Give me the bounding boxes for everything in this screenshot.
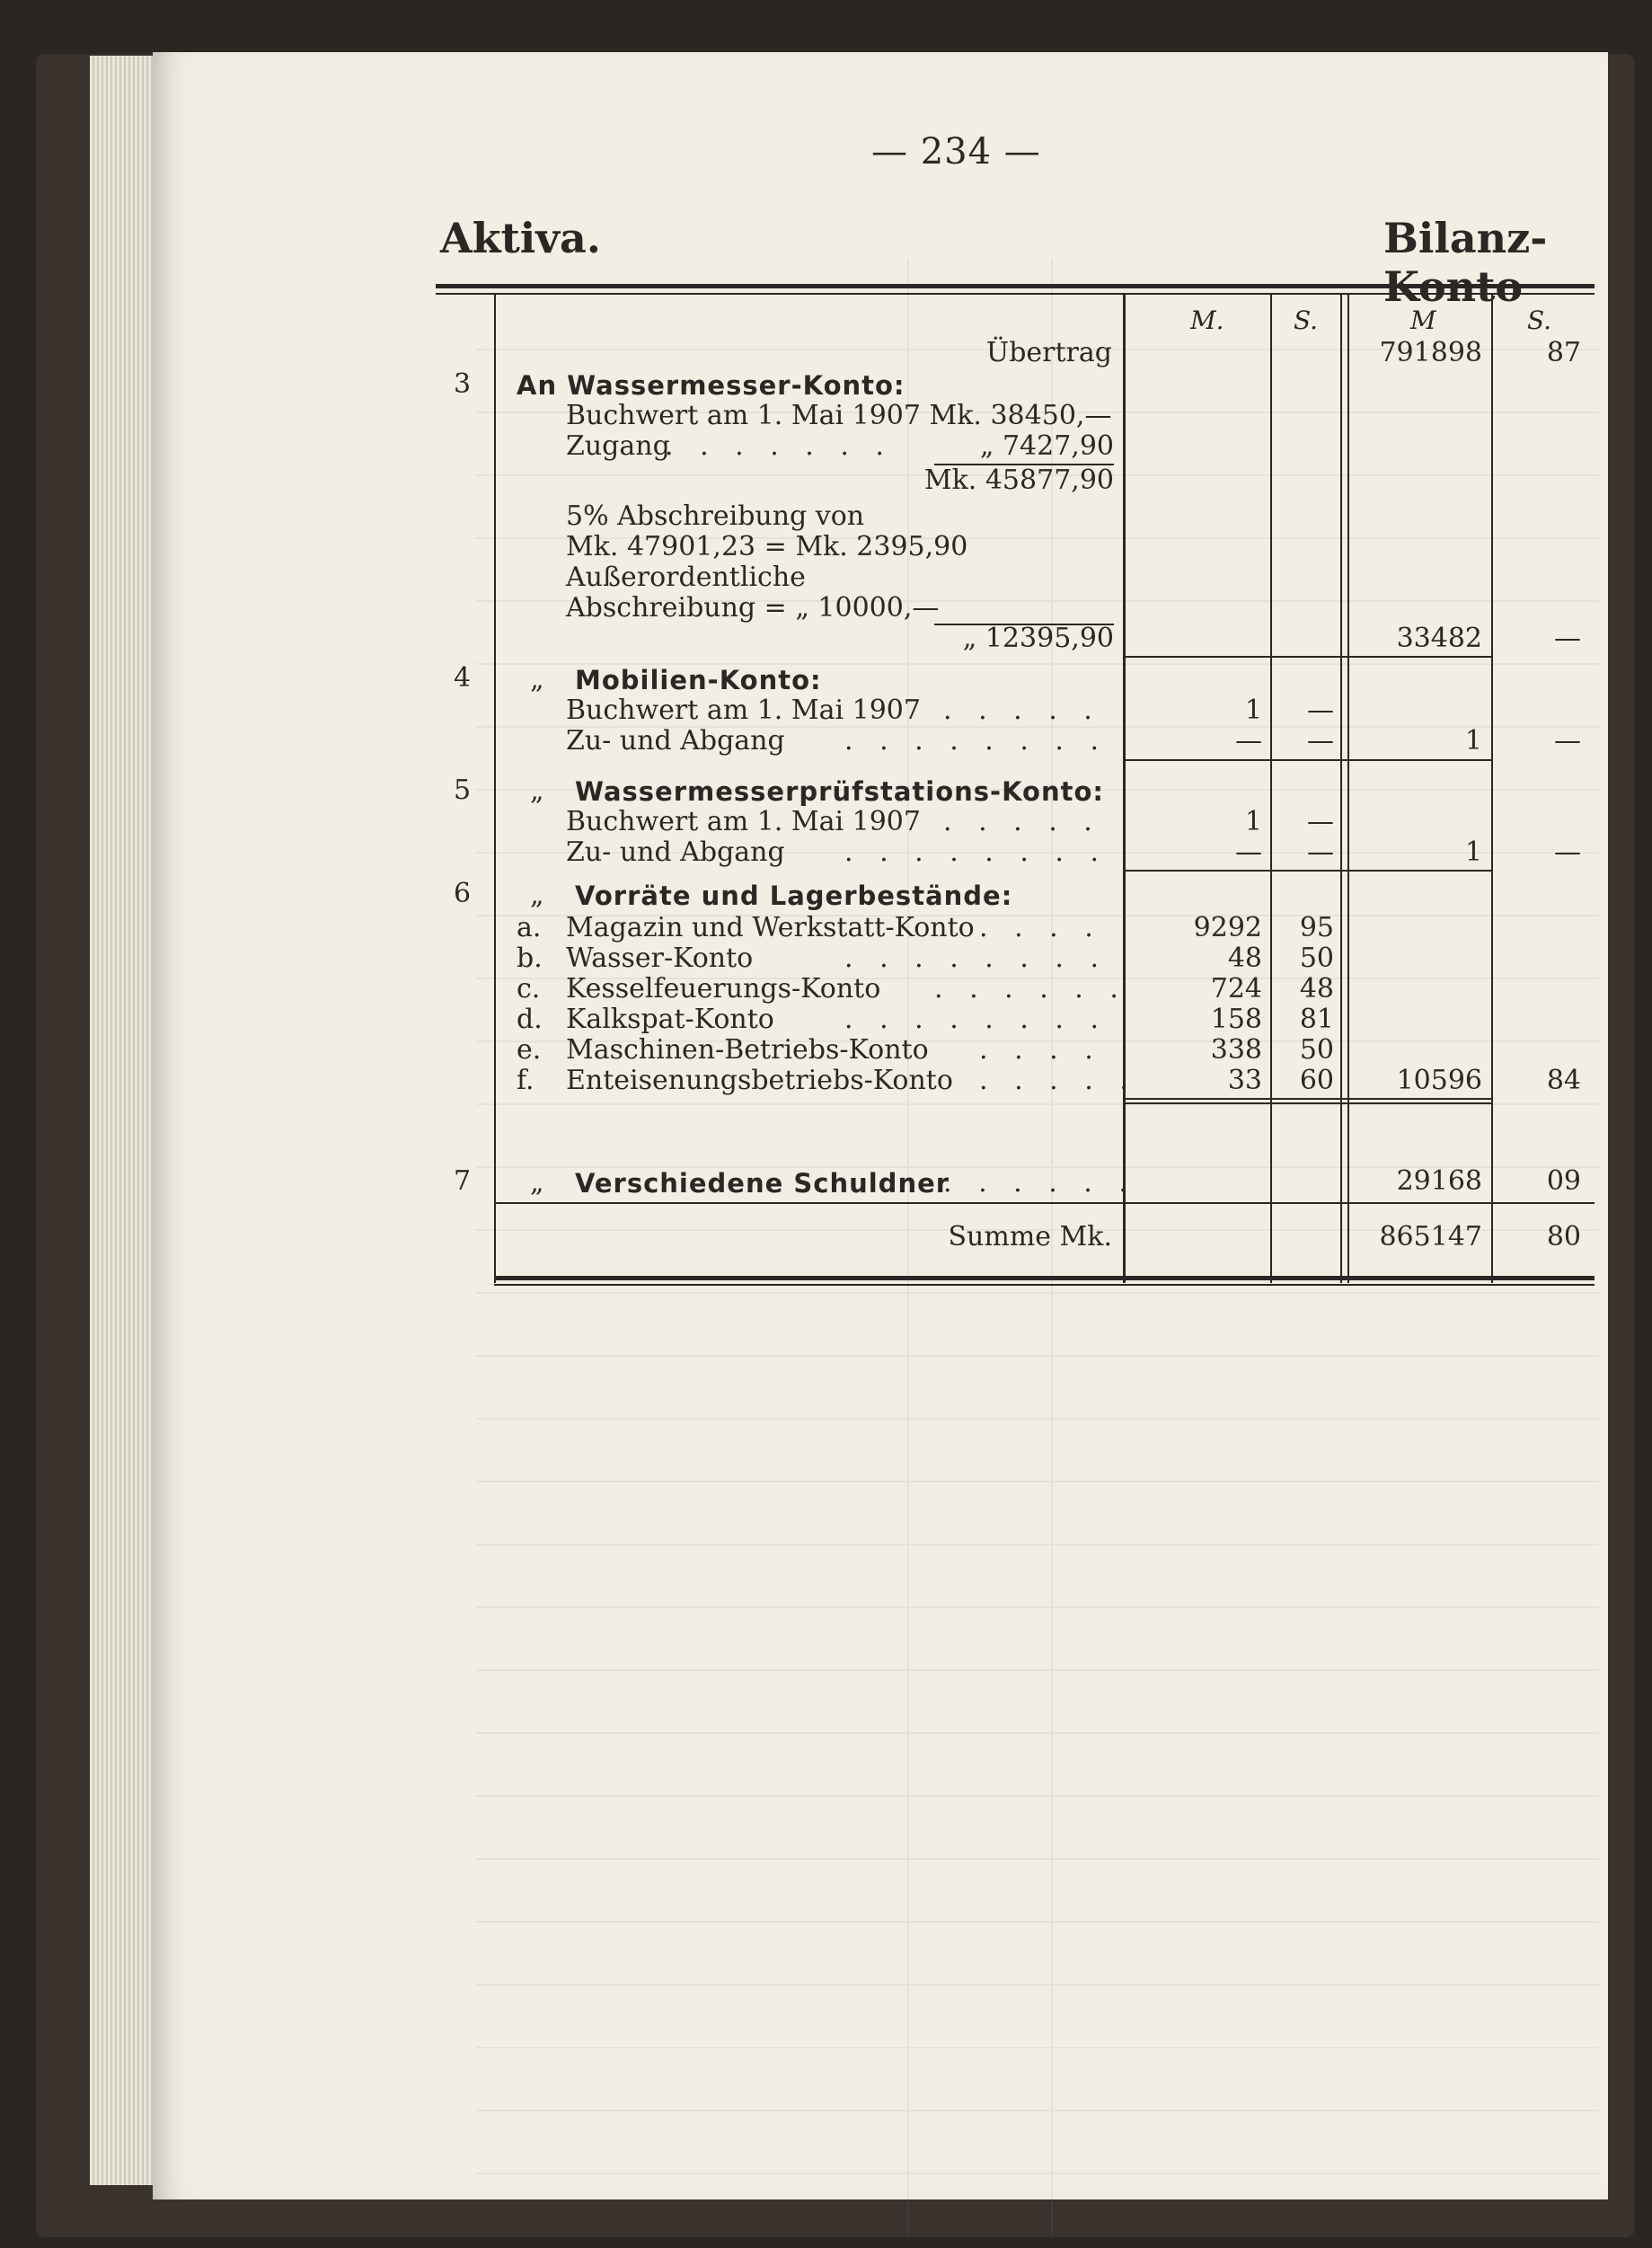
s4-pf: — bbox=[1554, 725, 1581, 757]
s7-mark: 29168 bbox=[1396, 1165, 1482, 1197]
s4-line1-s: — bbox=[1307, 695, 1334, 726]
s3-line1: Buchwert am 1. Mai 1907 Mk. 38450,— bbox=[566, 400, 1112, 431]
s3-number: 3 bbox=[454, 368, 472, 400]
s6-item-m: 33 bbox=[1227, 1065, 1262, 1096]
s5-line2-s: — bbox=[1307, 836, 1334, 868]
s6-item-s: 50 bbox=[1299, 943, 1334, 974]
col-header-mark2: M bbox=[1410, 305, 1436, 335]
s4-line1-dots: . . . . . bbox=[943, 695, 1101, 726]
s6-item-letter: e. bbox=[517, 1034, 542, 1066]
s7-dots: . . . . . . bbox=[943, 1167, 1136, 1199]
summe-mark: 865147 bbox=[1379, 1221, 1482, 1252]
s6-item-letter: b. bbox=[517, 943, 543, 974]
s6-number: 6 bbox=[454, 878, 472, 909]
s6-item-letter: f. bbox=[517, 1065, 534, 1096]
s6-item-dots: . . . . . . bbox=[934, 973, 1127, 1005]
s5-title: Wassermesserprüfstations-Konto: bbox=[575, 776, 1104, 807]
uebertrag-label: Übertrag bbox=[985, 337, 1112, 368]
s3-pf: — bbox=[1554, 623, 1581, 654]
s5-end-rule bbox=[1126, 870, 1492, 872]
s3-end-rule bbox=[1126, 656, 1492, 658]
s4-line2-dots: . . . . . . . . bbox=[844, 725, 1109, 757]
s6-item-dots: . . . . . . . . bbox=[844, 943, 1109, 974]
s4-mark: 1 bbox=[1464, 725, 1482, 757]
s6-end-rule-2 bbox=[1126, 1102, 1492, 1104]
col-rule-s1b bbox=[1347, 295, 1349, 1283]
s6-prefix: „ bbox=[530, 880, 544, 911]
s7-pf: 09 bbox=[1546, 1165, 1581, 1197]
bottom-rule-thin bbox=[494, 1284, 1595, 1286]
s6-item-s: 48 bbox=[1299, 973, 1334, 1005]
s6-item-label: Magazin und Werkstatt-Konto bbox=[566, 912, 975, 943]
top-rule-thin bbox=[436, 293, 1595, 295]
col-rule-m2 bbox=[1491, 295, 1493, 1283]
col-header-pf2: S. bbox=[1527, 305, 1552, 335]
uebertrag-mark: 791898 bbox=[1379, 337, 1482, 368]
s6-item-label: Kesselfeuerungs-Konto bbox=[566, 973, 881, 1005]
s5-number: 5 bbox=[454, 774, 472, 806]
s6-item-label: Maschinen-Betriebs-Konto bbox=[566, 1034, 929, 1066]
s3-line7: Abschreibung = „ 10000,— bbox=[566, 592, 940, 624]
s6-item-m: 338 bbox=[1210, 1034, 1262, 1066]
header-right: Bilanz- bbox=[1383, 214, 1548, 262]
s6-item-m: 48 bbox=[1227, 943, 1262, 974]
col-rule-left bbox=[494, 295, 496, 1283]
s4-line2-s: — bbox=[1307, 725, 1334, 757]
s4-line2-m: — bbox=[1235, 725, 1262, 757]
s6-item-label: Kalkspat-Konto bbox=[566, 1004, 774, 1035]
s6-item-dots: . . . . . bbox=[979, 1065, 1137, 1096]
s6-item-letter: c. bbox=[517, 973, 541, 1005]
s6-item-m: 158 bbox=[1210, 1004, 1262, 1035]
s6-item-s: 81 bbox=[1299, 1004, 1334, 1035]
s6-item-label: Wasser-Konto bbox=[566, 943, 754, 974]
s5-line2-dots: . . . . . . . . bbox=[844, 836, 1109, 868]
s5-line1: Buchwert am 1. Mai 1907 bbox=[566, 806, 921, 837]
s6-item-letter: d. bbox=[517, 1004, 543, 1035]
s6-item-letter: a. bbox=[517, 912, 542, 943]
s6-item-dots: . . . . . . . . bbox=[844, 1004, 1109, 1035]
s5-line1-dots: . . . . . bbox=[943, 806, 1101, 837]
s3-line8: „ 12395,90 bbox=[962, 623, 1114, 654]
s4-number: 4 bbox=[454, 662, 472, 694]
s5-line1-s: — bbox=[1307, 806, 1334, 837]
s4-title: Mobilien-Konto: bbox=[575, 665, 822, 695]
s4-line2: Zu- und Abgang bbox=[566, 725, 785, 757]
s3-line6: Außerordentliche bbox=[566, 562, 806, 593]
s6-item-m: 724 bbox=[1210, 973, 1262, 1005]
s4-end-rule bbox=[1126, 759, 1492, 761]
s4-line1-m: 1 bbox=[1244, 695, 1262, 726]
s6-title: Vorräte und Lagerbestände: bbox=[575, 881, 1013, 911]
s5-line1-m: 1 bbox=[1244, 806, 1262, 837]
s3-line2-label: Zugang bbox=[566, 430, 670, 462]
s3-line2-value: „ 7427,90 bbox=[979, 430, 1114, 462]
s5-mark: 1 bbox=[1464, 836, 1482, 868]
s3-line5: Mk. 47901,23 = Mk. 2395,90 bbox=[566, 531, 968, 562]
s6-item-s: 95 bbox=[1299, 912, 1334, 943]
s5-line2-m: — bbox=[1235, 836, 1262, 868]
s5-prefix: „ bbox=[530, 775, 544, 807]
s6-item-m: 9292 bbox=[1193, 912, 1262, 943]
s3-mark: 33482 bbox=[1396, 623, 1482, 654]
page-number: — 234 — bbox=[871, 131, 1041, 173]
header-left: Aktiva. bbox=[440, 214, 601, 262]
s3-line3: Mk. 45877,90 bbox=[923, 465, 1114, 496]
s7-prefix: „ bbox=[530, 1167, 544, 1199]
bottom-rule bbox=[494, 1276, 1595, 1280]
s6-item-label: Enteisenungsbetriebs-Konto bbox=[566, 1065, 953, 1096]
ledger-page bbox=[153, 52, 1608, 2199]
s4-prefix: „ bbox=[530, 664, 544, 695]
s6-item-dots: . . . . bbox=[979, 912, 1102, 943]
top-rule bbox=[436, 284, 1595, 288]
s6-pf: 84 bbox=[1546, 1065, 1581, 1096]
s3-line4: 5% Abschreibung von bbox=[566, 500, 865, 532]
s6-mark: 10596 bbox=[1396, 1065, 1482, 1096]
col-rule-m1 bbox=[1270, 295, 1272, 1283]
s3-title: An Wassermesser-Konto: bbox=[517, 370, 906, 401]
summe-pf: 80 bbox=[1546, 1221, 1581, 1252]
s7-title: Verschiedene Schuldner bbox=[575, 1168, 950, 1199]
uebertrag-pf: 87 bbox=[1546, 337, 1581, 368]
s6-item-s: 50 bbox=[1299, 1034, 1334, 1066]
s7-number: 7 bbox=[454, 1165, 472, 1197]
s6-end-rule bbox=[1126, 1098, 1492, 1100]
col-rule-s1 bbox=[1340, 295, 1342, 1283]
summe-label: Summe Mk. bbox=[948, 1221, 1112, 1252]
col-header-pf: S. bbox=[1294, 305, 1319, 335]
col-header-mark: M. bbox=[1190, 305, 1224, 335]
s6-item-s: 60 bbox=[1299, 1065, 1334, 1096]
s6-item-dots: . . . . bbox=[979, 1034, 1102, 1066]
s4-line1: Buchwert am 1. Mai 1907 bbox=[566, 695, 921, 726]
col-rule-desc bbox=[1123, 295, 1126, 1283]
s3-line2-dots: . . . . . . . bbox=[665, 430, 893, 462]
s5-pf: — bbox=[1554, 836, 1581, 868]
s5-line2: Zu- und Abgang bbox=[566, 836, 785, 868]
summe-rule bbox=[494, 1202, 1595, 1204]
